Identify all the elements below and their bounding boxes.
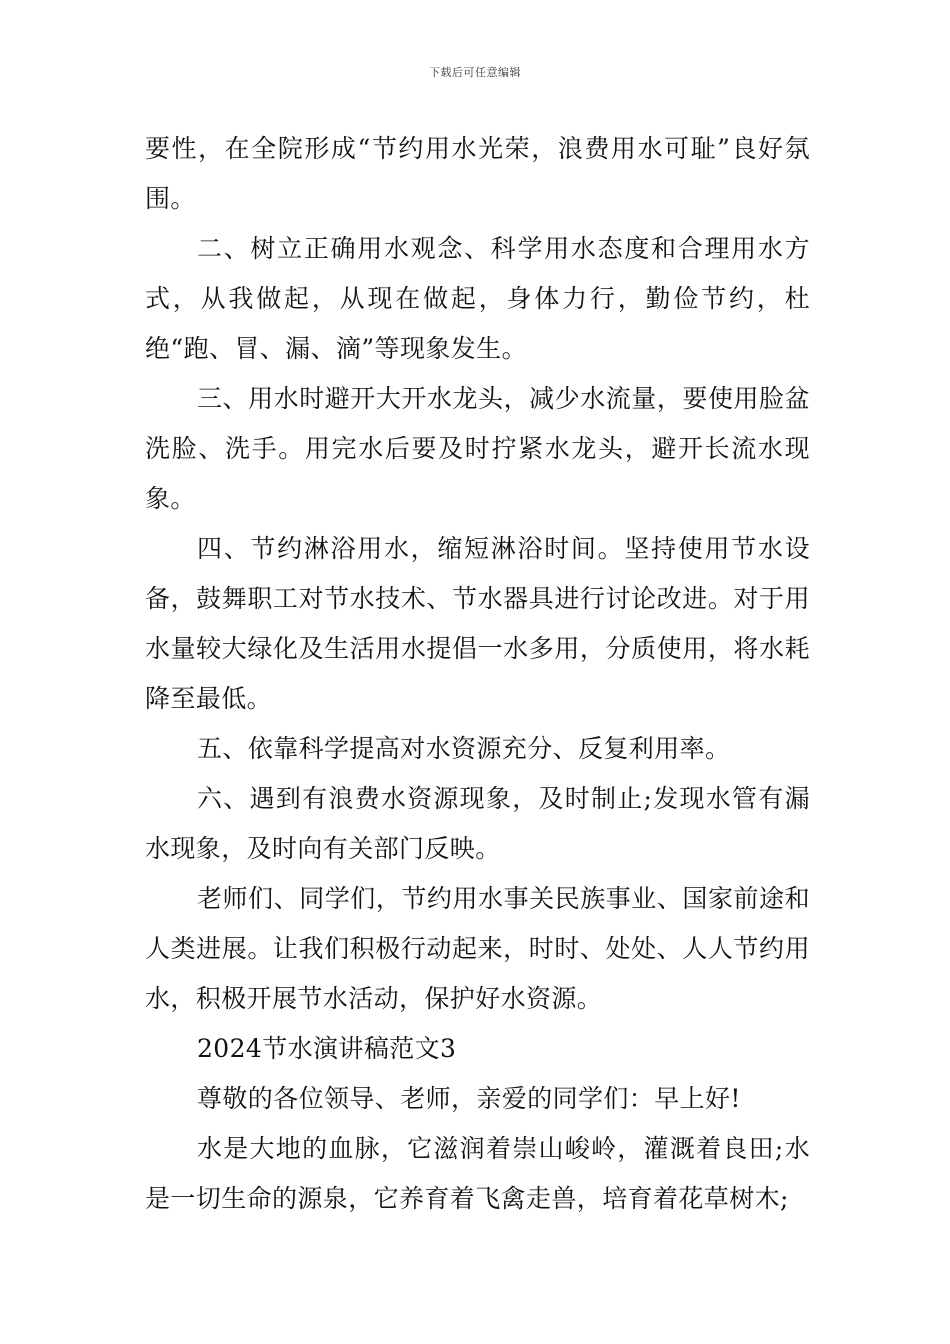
page-header: 下载后可任意编辑 bbox=[429, 66, 521, 79]
paragraph: 三、用水时避开大开水龙头，减少水流量，要使用脸盆洗脸、洗手。用完水后要及时拧紧水龙头，避开长流水现象。 bbox=[145, 384, 810, 513]
paragraph: 要性，在全院形成“节约用水光荣，浪费用水可耻”良好氛围。 bbox=[145, 134, 810, 213]
section-heading: 2024节水演讲稿范文3 bbox=[197, 1034, 457, 1063]
salutation: 尊敬的各位领导、老师，亲爱的同学们：早上好! bbox=[197, 1084, 741, 1113]
paragraph: 老师们、同学们，节约用水事关民族事业、国家前途和人类进展。让我们积极行动起来，时时、处处、人人节约用水，积极开展节水活动，保护好水资源。 bbox=[145, 884, 810, 1013]
paragraph: 四、节约淋浴用水，缩短淋浴时间。坚持使用节水设备，鼓舞职工对节水技术、节水器具进行讨论改进。对于用水量较大绿化及生活用水提倡一水多用，分质使用，将水耗降至最低。 bbox=[145, 534, 810, 713]
paragraph: 五、依靠科学提高对水资源充分、反复利用率。 bbox=[197, 734, 731, 763]
paragraph: 六、遇到有浪费水资源现象，及时制止;发现水管有漏水现象，及时向有关部门反映。 bbox=[145, 784, 810, 863]
document-body bbox=[145, 124, 810, 1224]
paragraph: 二、树立正确用水观念、科学用水态度和合理用水方式，从我做起，从现在做起，身体力行，勤俭节约，杜绝“跑、冒、漏、滴”等现象发生。 bbox=[145, 234, 810, 363]
paragraph: 水是大地的血脉，它滋润着崇山峻岭，灌溉着良田;水是一切生命的源泉，它养育着飞禽走兽，培育着花草树木; bbox=[145, 1134, 810, 1213]
